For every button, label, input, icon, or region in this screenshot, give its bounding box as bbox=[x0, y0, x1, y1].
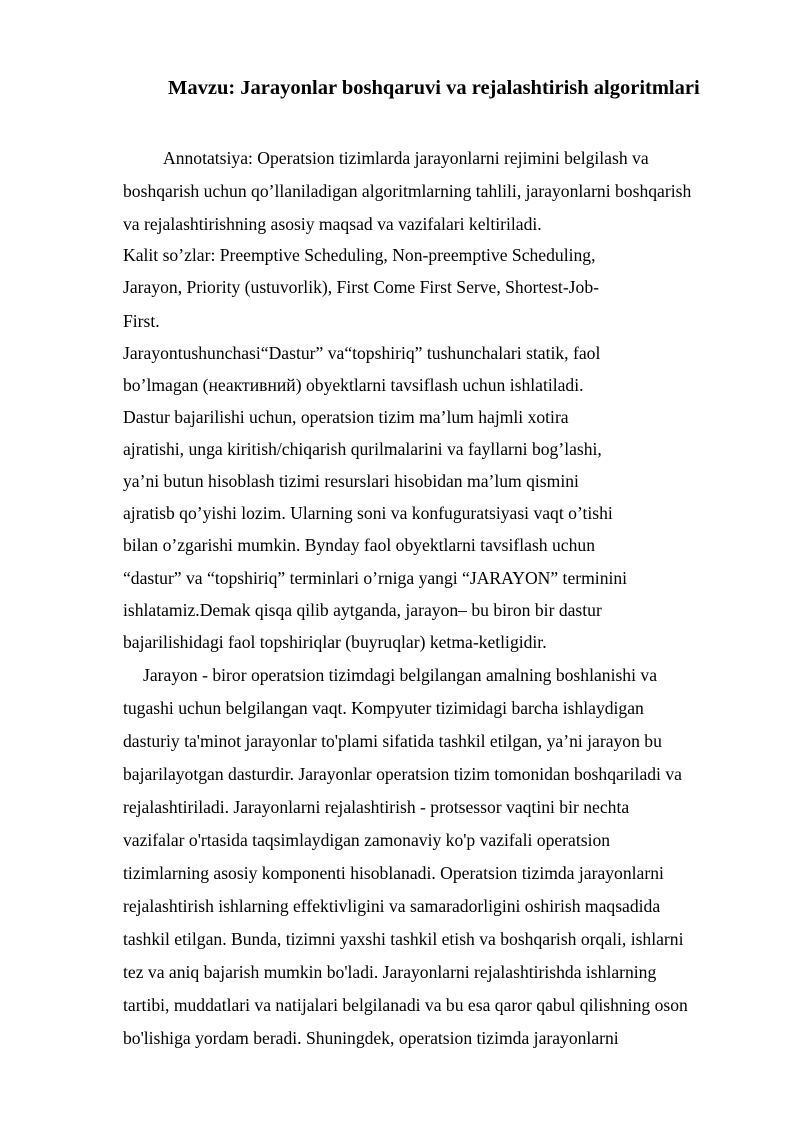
paragraph-line: Jarayon - biror operatsion tizimdagi belgilangan amalning boshlanishi va bbox=[143, 665, 657, 685]
paragraph-line: rejalashtiriladi. Jarayonlarni rejalashtirish - protsessor vaqtini bir nechta bbox=[123, 797, 630, 817]
paragraph-line: bajarilishidagi faol topshiriqlar (buyruqlar) ketma-ketligidir. bbox=[123, 632, 547, 652]
paragraph-line: va rejalashtirishning asosiy maqsad va vazifalari keltiriladi. bbox=[123, 214, 542, 234]
paragraph-line: tashkil etilgan. Bunda, tizimni yaxshi tashkil etish va boshqarish orqali, ishlarni bbox=[123, 929, 684, 949]
paragraph-line: Kalit so’zlar: Preemptive Scheduling, Non-preemptive Scheduling, bbox=[123, 245, 596, 265]
paragraph-line: dasturiy ta'minot jarayonlar to'plami sifatida tashkil etilgan, ya’ni jarayon bu bbox=[123, 731, 662, 751]
paragraph-line: Annotatsiya: Operatsion tizimlarda jarayonlarni rejimini belgilash va bbox=[163, 148, 649, 168]
paragraph-line: tartibi, muddatlari va natijalari belgilanadi va bu esa qaror qabul qilishning oson bbox=[123, 995, 688, 1015]
paragraph-line: bajarilayotgan dasturdir. Jarayonlar operatsion tizim tomonidan boshqariladi va bbox=[123, 764, 682, 784]
paragraph-line: ya’ni butun hisoblash tizimi resurslari hisobidan ma’lum qismini bbox=[123, 471, 579, 491]
paragraph-line: ajratisb qo’yishi lozim. Ularning soni va konfuguratsiyasi vaqt o’tishi bbox=[123, 503, 613, 523]
paragraph-line: rejalashtirish ishlarning effektivligini va samaradorligini oshirish maqsadida bbox=[123, 896, 661, 916]
paragraph-line: Jarayontushunchasi“Dastur” va“topshiriq” tushunchalari statik, faol bbox=[123, 343, 601, 363]
paragraph-line: tizimlarning asosiy komponenti hisoblanadi. Operatsion tizimda jarayonlarni bbox=[123, 863, 664, 883]
paragraph-line: vazifalar o'rtasida taqsimlaydigan zamonaviy ko'p vazifali operatsion bbox=[123, 830, 611, 850]
paragraph-line: boshqarish uchun qo’llaniladigan algoritmlarning tahlili, jarayonlarni boshqarish bbox=[123, 181, 692, 201]
paragraph-line: bo’lmagan (неактивний) obyektlarni tavsiflash uchun ishlatiladi. bbox=[123, 375, 584, 395]
paragraph-line: tez va aniq bajarish mumkin bo'ladi. Jarayonlarni rejalashtirishda ishlarning bbox=[123, 962, 657, 982]
paragraph-line: bo'lishiga yordam beradi. Shuningdek, operatsion tizimda jarayonlarni bbox=[123, 1028, 619, 1048]
page-title: Mavzu: Jarayonlar boshqaruvi va rejalashtirish algoritmlari bbox=[168, 77, 700, 99]
paragraph-line: bilan o’zgarishi mumkin. Bynday faol obyektlarni tavsiflash uchun bbox=[123, 535, 595, 555]
paragraph-line: tugashi uchun belgilangan vaqt. Kompyuter tizimidagi barcha ishlaydigan bbox=[123, 698, 644, 718]
paragraph-line: “dastur” va “topshiriq” terminlari o’rniga yangi “JARAYON” terminini bbox=[123, 568, 628, 588]
paragraph-line: ishlatamiz.Demak qisqa qilib aytganda, jarayon– bu biron bir dastur bbox=[123, 600, 602, 620]
paragraph-line: First. bbox=[123, 311, 160, 331]
paragraph-line: Dastur bajarilishi uchun, operatsion tizim ma’lum hajmli xotira bbox=[123, 407, 569, 427]
paragraph-line: Jarayon, Priority (ustuvorlik), First Come First Serve, Shortest-Job- bbox=[123, 277, 599, 297]
paragraph-line: ajratishi, unga kiritish/chiqarish qurilmalarini va fayllarni bog’lashi, bbox=[123, 439, 602, 459]
